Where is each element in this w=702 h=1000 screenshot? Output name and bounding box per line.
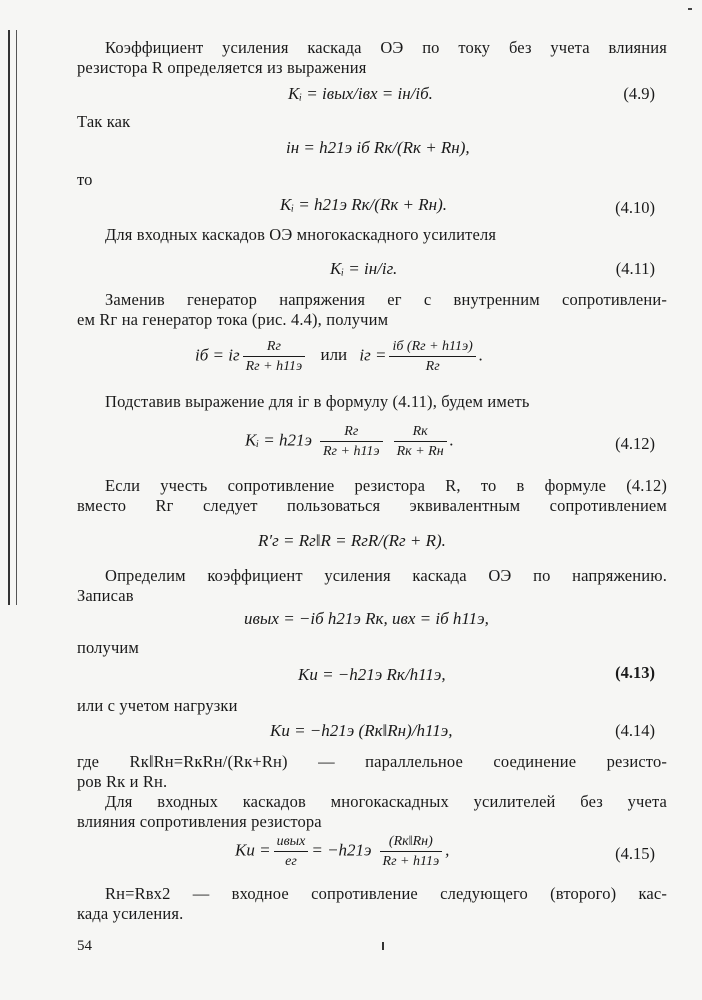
paragraph-line: ем Rг на генератор тока (рис. 4.4), получим <box>77 310 389 329</box>
fraction <box>394 423 447 460</box>
numerator: uвых <box>274 833 309 852</box>
numerator: Rг <box>320 423 383 442</box>
paragraph-line: получим <box>77 638 139 657</box>
equation-number: (4.10) <box>615 198 655 217</box>
eq-part: iб = iг <box>195 345 240 365</box>
paragraph-line: ров Rк и Rн. <box>77 772 168 791</box>
equation-4-11: Kᵢ = iн/iг. <box>330 259 398 278</box>
paragraph-line: Определим коэффициент усиления каскада ОЭ по напряжению. <box>105 566 667 585</box>
paragraph-line: или с учетом нагрузки <box>77 696 238 715</box>
numerator: iб (Rг + h11э) <box>389 338 475 357</box>
equation-4-13: Ku = −h21э Rк/h11э, <box>298 665 446 684</box>
equation-load-current: iн = h21э iб Rк/(Rк + Rн), <box>286 138 470 157</box>
equation-equivalent-resistance: R′г = Rг‖R = RгR/(Rг + R). <box>258 531 446 550</box>
paragraph-line: Для входных каскадов ОЭ многокаскадного усилителя <box>105 225 497 244</box>
eq-part: iг = <box>359 345 387 365</box>
fraction <box>320 423 383 460</box>
denominator: Rг + h11э <box>382 854 440 869</box>
binding-shadow <box>8 30 17 605</box>
denominator: Rг <box>425 359 440 374</box>
paragraph-line: резистора R определяется из выражения <box>77 58 367 77</box>
equation-number: (4.13) <box>615 663 655 682</box>
fraction <box>243 338 306 375</box>
numerator: Rг <box>243 338 306 357</box>
equation-4-10: Kᵢ = h21э Rк/(Rк + Rн). <box>280 195 448 214</box>
page-number: 54 <box>77 938 92 954</box>
equation-voltages: uвых = −iб h21э Rк, uвх = iб h11э, <box>244 609 489 628</box>
equation-4-9: Kᵢ = iвых/iвх = iн/iб. <box>288 84 433 103</box>
equation-4-15 <box>235 833 449 870</box>
paragraph-line: Подставив выражение для iг в формулу (4.11), будем иметь <box>105 392 530 411</box>
denominator: Rк + Rн <box>396 444 444 459</box>
paragraph-line: где Rк‖Rн=RкRн/(Rк+Rн) — параллельное соединение резисто- <box>77 752 667 771</box>
paragraph-line: Так как <box>77 112 131 131</box>
eq-part: Kᵢ = h21э <box>245 430 312 450</box>
fraction <box>389 338 475 375</box>
paragraph-line: влияния сопротивления резистора <box>77 812 322 831</box>
paragraph-line: Если учесть сопротивление резистора R, то в формуле (4.12) <box>105 476 667 495</box>
fraction <box>380 833 443 870</box>
denominator: eг <box>285 854 297 869</box>
eq-part: = −h21э <box>311 840 372 860</box>
equation-number: (4.9) <box>623 84 655 103</box>
paragraph-line: Для входных каскадов многокаскадных усилителей без учета <box>105 792 667 811</box>
equation-4-14: Ku = −h21э (Rк‖Rн)/h11э, <box>270 721 453 740</box>
denominator: Rг + h11э <box>323 444 380 459</box>
paragraph-line: Rн=Rвх2 — входное сопротивление следующего (второго) кас- <box>105 884 667 903</box>
equation-4-12: Kᵢ = h21э $\frac{Rг}{Rг + h11э}$ $\frac{Rк}{Rк + Rн}$ . <box>245 424 454 459</box>
paragraph-line: Заменив генератор напряжения eг с внутренним сопротивлени- <box>105 290 667 309</box>
eq-part: или <box>320 345 348 365</box>
paragraph-line: то <box>77 170 93 189</box>
fraction <box>274 833 309 870</box>
numerator: (Rк‖Rн) <box>380 833 443 852</box>
paragraph-line: Записав <box>77 586 134 605</box>
scan-speck <box>382 942 384 950</box>
scan-speck <box>688 8 692 10</box>
eq-part: , <box>445 840 450 860</box>
numerator: Rк <box>394 423 447 442</box>
paragraph-line: вместо Rг следует пользоваться эквивалентным сопротивлением <box>77 496 667 515</box>
equation-current-source: iб = iг $\frac{Rг}{Rг + h11э}$ или iг = $\frac{iб (Rг + h11э)}{Rг}$ . <box>195 339 484 374</box>
equation-number: (4.15) <box>615 844 655 863</box>
equation-number: (4.11) <box>615 259 655 278</box>
paragraph-line: Коэффициент усиления каскада ОЭ по току без учета влияния <box>105 38 667 57</box>
equation-number: (4.14) <box>615 721 655 740</box>
denominator: Rг + h11э <box>245 359 303 374</box>
equation-number: (4.12) <box>615 434 655 453</box>
paragraph-line: када усиления. <box>77 904 184 923</box>
eq-part: Ku = <box>235 840 271 860</box>
